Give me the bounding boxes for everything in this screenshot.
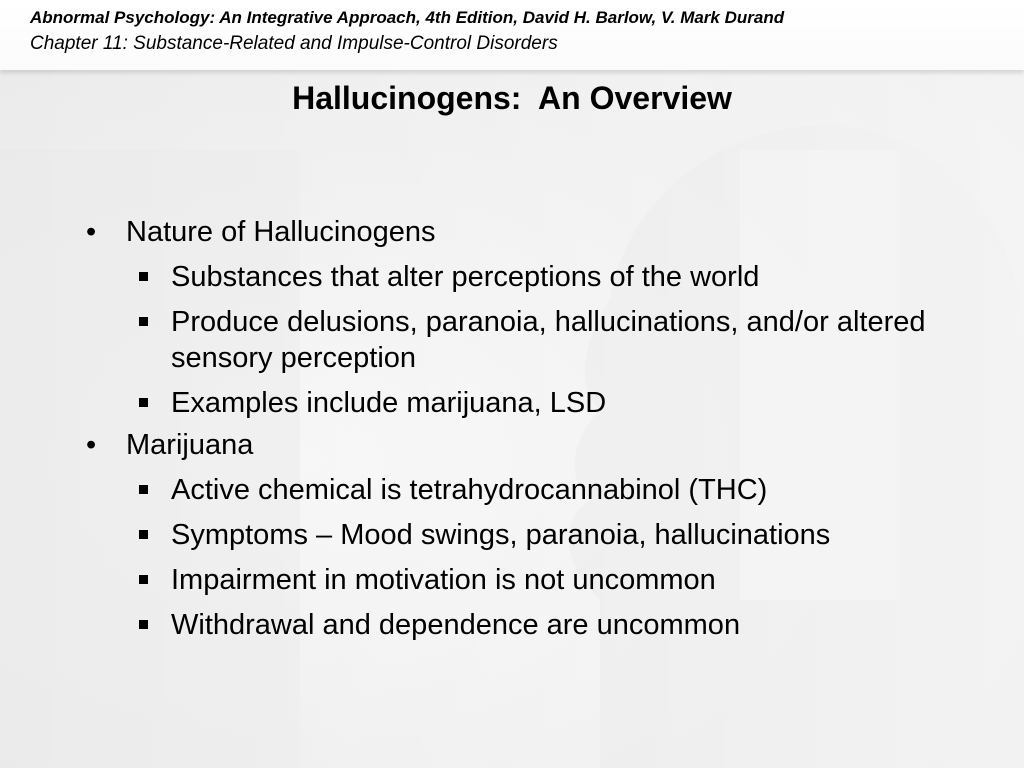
bullet-text: Produce delusions, paranoia, hallucinations, and/or altered sensory perception: [171, 306, 926, 374]
bullet-text: Substances that alter perceptions of the world: [171, 261, 760, 293]
square-bullet-icon: [139, 485, 148, 494]
square-bullet-icon: [139, 620, 148, 629]
section-heading: Marijuana: [126, 429, 254, 461]
bullet-level1: [86, 427, 946, 463]
slide-title: Hallucinogens: An Overview: [292, 80, 732, 116]
square-bullet-icon: [139, 317, 148, 326]
book-title: Abnormal Psychology: An Integrative Approach, 4th Edition, David H. Barlow, V. Mark Durand: [30, 8, 785, 27]
round-bullet-icon: •: [86, 216, 97, 248]
slide-content: [86, 208, 946, 643]
chapter-title: Chapter 11: Substance-Related and Impulse-Control Disorders: [30, 33, 558, 54]
round-bullet-icon: •: [86, 429, 97, 461]
bullet-level2: [86, 607, 946, 643]
square-bullet-icon: [139, 530, 148, 539]
bullet-text: Impairment in motivation is not uncommon: [171, 564, 716, 596]
section-heading: Nature of Hallucinogens: [126, 216, 436, 248]
square-bullet-icon: [139, 272, 148, 281]
bullet-level2: [86, 385, 946, 421]
bullet-text: Symptoms – Mood swings, paranoia, hallucinations: [171, 519, 831, 551]
bullet-level2: [86, 304, 946, 376]
bullet-text: Withdrawal and dependence are uncommon: [171, 609, 741, 641]
bullet-text: Examples include marijuana, LSD: [171, 387, 607, 419]
bullet-level2: [86, 259, 946, 295]
square-bullet-icon: [139, 398, 148, 407]
bullet-level1: [86, 214, 946, 250]
bullet-level2: [86, 562, 946, 598]
square-bullet-icon: [139, 575, 148, 584]
header-band: [0, 0, 1024, 70]
bullet-level2: [86, 472, 946, 508]
bullet-text: Active chemical is tetrahydrocannabinol (THC): [171, 474, 768, 506]
bullet-level2: [86, 517, 946, 553]
